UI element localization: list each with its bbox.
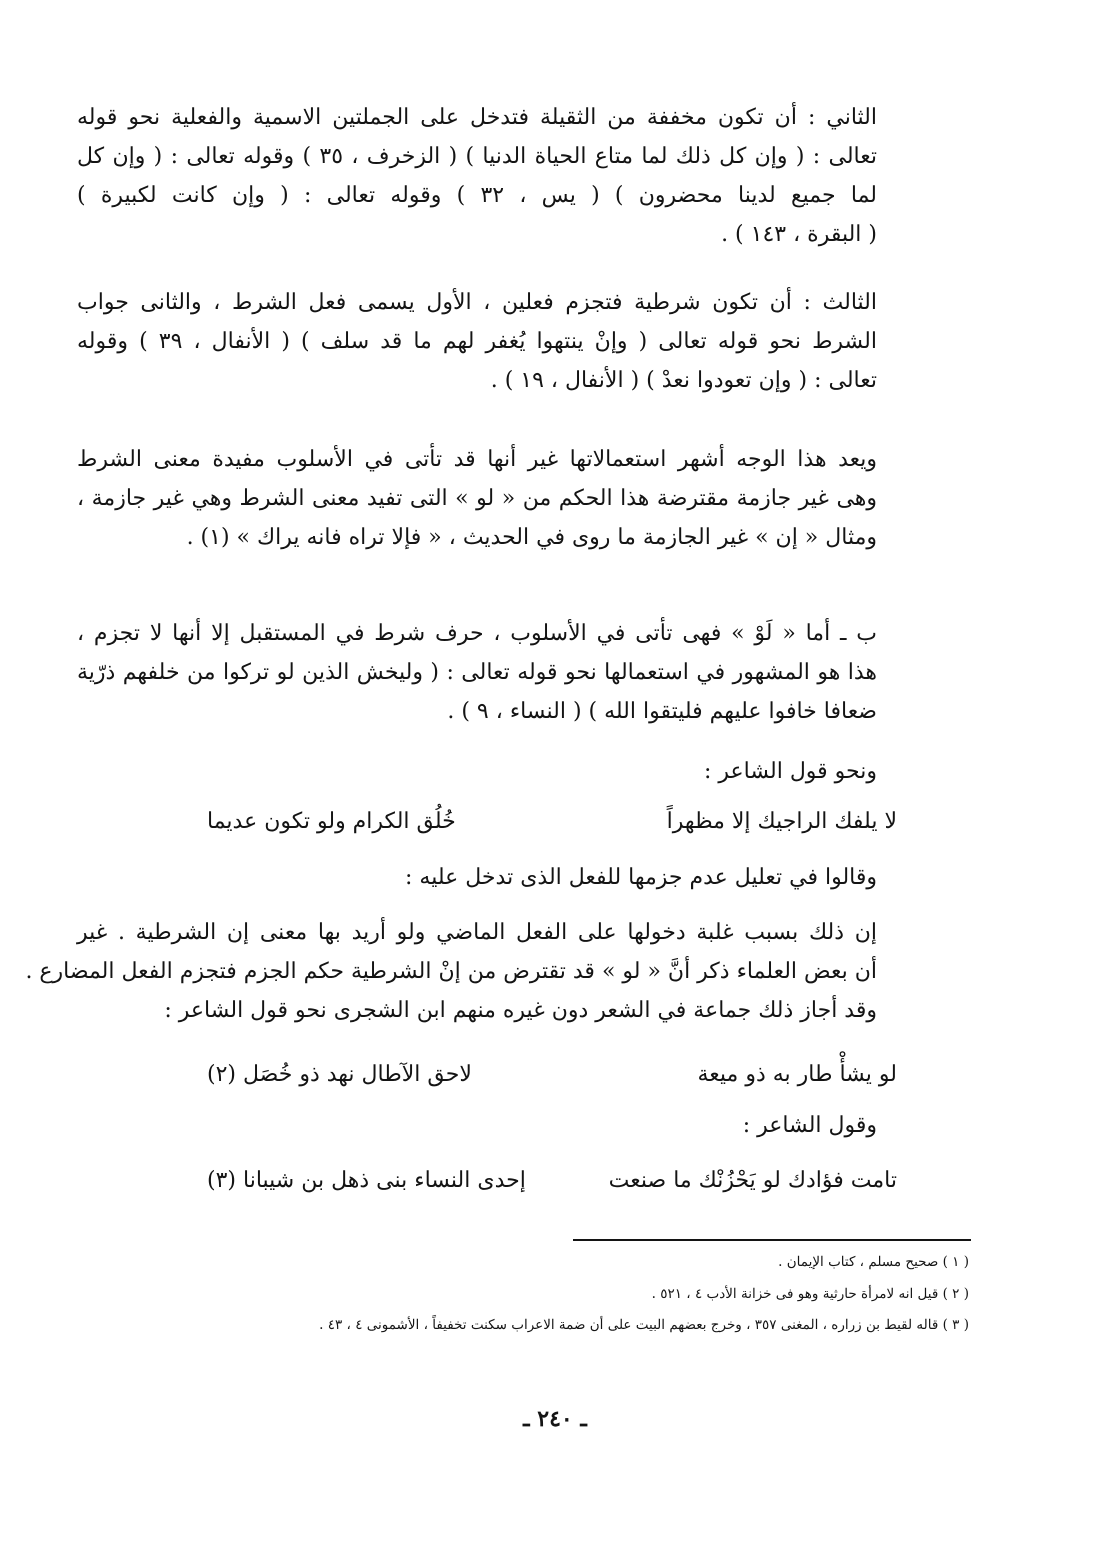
text-line: وقد أجاز ذلك جماعة في الشعر دون غيره منهم ابن الشجرى نحو قول الشاعر :	[164, 998, 877, 1023]
footnote: ( ٣ ) قاله لقيط بن زراره ، المغنى ٣٥٧ ، وخرج بعضهم البيت على أن ضمة الاعراب سكنت تخفيفاً ، الأشمونى ٤ ، ٤٣ .	[319, 1317, 969, 1333]
text-line: هذا هو المشهور في استعمالها نحو قوله تعالى : ( وليخش الذين لو تركوا من خلفهم ذرّية	[77, 660, 877, 685]
text-line: الشرط نحو قوله تعالى ( وإنْ ينتهوا يُغفر لهم ما قد سلف ) ( الأنفال ، ٣٩ ) وقوله	[77, 329, 877, 354]
page-number: ـ ٢٤٠ ـ	[523, 1406, 587, 1432]
paragraph-law	[77, 614, 877, 731]
text-line: الثالث : أن تكون شرطية فتجزم فعلين ، الأول يسمى فعل الشرط ، والثانى جواب	[77, 290, 877, 315]
verse-first-half: لو يشأْ طار به ذو ميعة	[697, 1062, 897, 1087]
verse-second-half: إحدى النساء بنى ذهل بن شيبانا (٣)	[207, 1168, 526, 1193]
text-line: تعالى : ( وإن كل ذلك لما متاع الحياة الدنيا ) ( الزخرف ، ٣٥ ) وقوله تعالى : ( وإن كل	[77, 144, 877, 169]
verse-first-half: لا يلفك الراجيك إلا مظهراً	[666, 809, 897, 834]
poem-verse	[207, 802, 897, 842]
verse-second-half: لاحق الآطال نهد ذو خُصَل (٢)	[207, 1062, 472, 1087]
text-line: ب ـ أما « لَوْ » فهى تأتى في الأسلوب ، حرف شرط في المستقبل إلا أنها لا تجزم ،	[77, 621, 877, 646]
footnote: ( ٢ ) قيل انه لامرأة حارثية وهو فى خزانة الأدب ٤ ، ٥٢١ .	[651, 1286, 969, 1302]
paragraph-usage	[77, 440, 877, 557]
text-line: ونحو قول الشاعر :	[704, 759, 877, 784]
text-line: لما جميع لدينا محضرون ) ( يس ، ٣٢ ) وقوله تعالى : ( وإن كانت لكبيرة )	[77, 183, 877, 208]
poem-verse	[207, 1161, 897, 1201]
verse-first-half: تامت فؤادك لو يَحْزُنْك ما صنعت	[608, 1168, 897, 1193]
text-line: الثاني : أن تكون مخففة من الثقيلة فتدخل على الجملتين الاسمية والفعلية نحو قوله	[77, 105, 877, 130]
text-line: ( البقرة ، ١٤٣ ) .	[721, 222, 877, 247]
text-line: ضعافا خافوا عليهم فليتقوا الله ) ( النساء ، ٩ ) .	[447, 699, 877, 724]
text-line: ومثال « إن » غير الجازمة ما روى في الحديث ، « فإلا تراه فانه يراك » (١) .	[186, 525, 877, 550]
intro-line	[77, 752, 877, 791]
footnote: ( ١ ) صحيح مسلم ، كتاب الإيمان .	[778, 1254, 969, 1270]
paragraph-second-meaning	[77, 98, 877, 254]
text-line: إن ذلك بسبب غلبة دخولها على الفعل الماضي ولو أريد بها معنى إن الشرطية . غير	[77, 920, 877, 945]
intro-line	[77, 858, 877, 897]
intro-line	[77, 1106, 877, 1145]
text-line: ويعد هذا الوجه أشهر استعمالاتها غير أنها قد تأتى في الأسلوب مفيدة معنى الشرط	[77, 447, 877, 472]
paragraph-third-meaning	[77, 283, 877, 400]
paragraph-explanation	[25, 913, 877, 1030]
text-line: وهى غير جازمة مقترضة هذا الحكم من « لو » التى تفيد معنى الشرط وهي غير جازمة ،	[77, 486, 877, 511]
verse-second-half: خُلُق الكرام ولو تكون عديما	[207, 809, 456, 834]
footnote-divider	[573, 1239, 971, 1241]
text-line: أن بعض العلماء ذكر أنَّ « لو » قد تقترض من إنْ الشرطية حكم الجزم فتجزم الفعل المضارع .	[25, 959, 877, 984]
text-line: تعالى : ( وإن تعودوا نعدْ ) ( الأنفال ، ١٩ ) .	[490, 368, 877, 393]
text-line: وقول الشاعر :	[742, 1113, 877, 1138]
poem-verse	[207, 1055, 897, 1095]
text-line: وقالوا في تعليل عدم جزمها للفعل الذى تدخل عليه :	[405, 865, 877, 890]
